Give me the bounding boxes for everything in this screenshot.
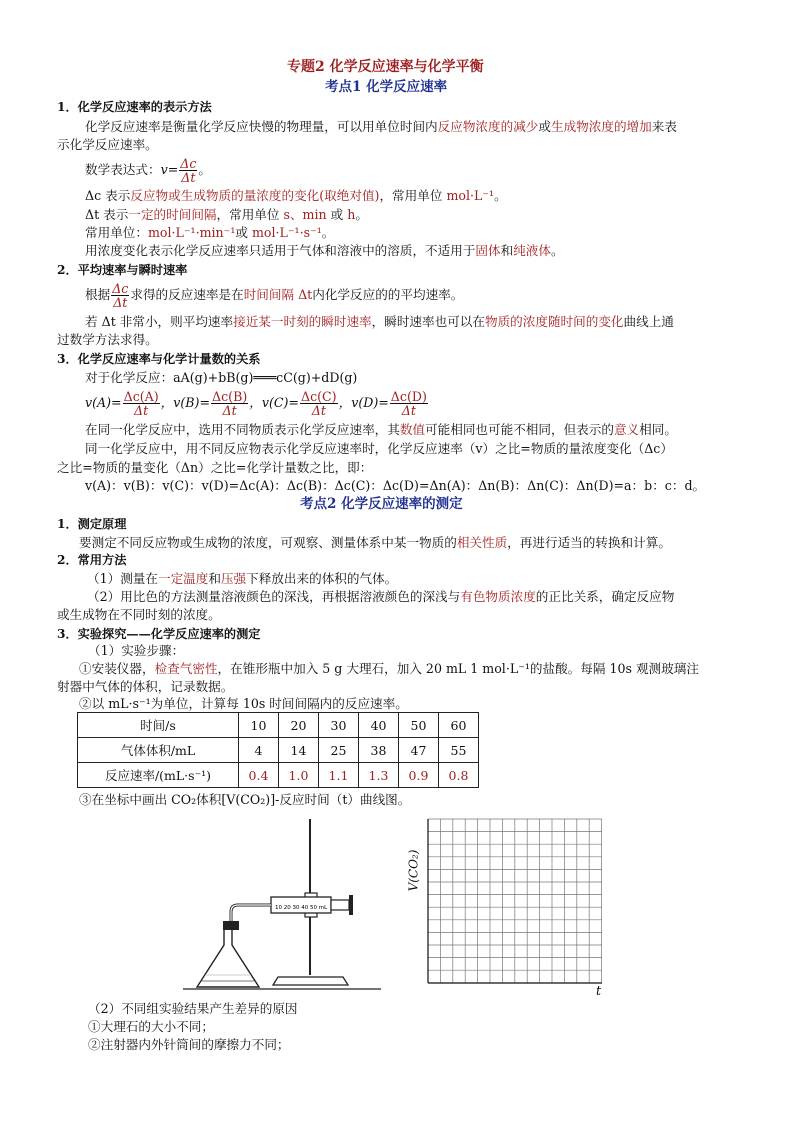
diff-item-2: ②注射器内外针筒间的摩擦力不同；	[88, 1037, 290, 1052]
graph-y-label: V(CO₂)	[406, 849, 421, 892]
table-cell: 40	[359, 713, 399, 738]
paragraph-same-reaction: 在同一化学反应中，选用不同物质表示化学反应速率，其数值可能相同也可能不相同，但表示的意义相同。	[85, 422, 677, 437]
table-cell: 38	[359, 738, 399, 763]
reaction-equation: 对于化学反应：aA(g)+bB(g)═══cC(g)+dD(g)	[85, 370, 358, 385]
heading-methods: 2．常用方法	[57, 553, 127, 567]
heading-average-instant: 2．平均速率与瞬时速率	[57, 263, 188, 277]
step-2: ②以 mL·s⁻¹为单位，计算每 10s 时间间隔内的反应速率。	[79, 696, 408, 711]
document-title: 专题2 化学反应速率与化学平衡	[287, 59, 484, 75]
method-1: （1）测量在一定温度和压强下释放出来的体积的气体。	[87, 571, 398, 586]
table-cell: 47	[399, 738, 439, 763]
line-common-units: 常用单位：mol·L⁻¹·min⁻¹或 mol·L⁻¹·s⁻¹。	[85, 225, 335, 240]
step-3: ③在坐标中画出 CO₂体积[V(CO₂)]-反应时间（t）曲线图。	[79, 792, 411, 807]
table-cell: 1.1	[319, 763, 359, 788]
step-1-cont: 射器中气体的体积，记录数据。	[57, 679, 234, 694]
table-row	[78, 713, 479, 738]
apparatus-diagram	[183, 815, 383, 997]
table-cell: 1.0	[279, 763, 319, 788]
graph-grid	[428, 819, 602, 983]
syringe-scale-label: 10 20 30 40 50 mL	[275, 905, 328, 911]
ratio-equation: v(A)：v(B)：v(C)：v(D)=Δc(A)：Δc(B)：Δc(C)：Δc(D)=Δn(A)：Δn(B)：Δn(C)：Δn(D)=a：b：c：d。	[85, 478, 706, 493]
method-2: （2）用比色的方法测量溶液颜色的深浅，再根据溶液颜色的深浅与有色物质浓度的正比关系，确定反应物	[87, 589, 675, 604]
math-expression: 数学表达式：v= $\frac{\Delta c}{\Delta t}$ 。	[85, 156, 211, 185]
table-cell: 10	[239, 713, 279, 738]
table-cell: 14	[279, 738, 319, 763]
section-title-kaodian2: 考点2 化学反应速率的测定	[300, 496, 463, 512]
rubber-stopper	[223, 921, 239, 930]
diff-item-1: ①大理石的大小不同；	[88, 1019, 214, 1034]
step-1: ①安装仪器，检查气密性，在锥形瓶中加入 5 g 大理石，加入 20 mL 1 mol·L⁻¹的盐酸。每隔 10s 观测玻璃注	[79, 661, 699, 676]
syringe-handle	[349, 895, 353, 915]
table-cell: 30	[319, 713, 359, 738]
table-row	[78, 763, 479, 788]
conical-flask	[197, 930, 259, 987]
table-row	[78, 738, 479, 763]
paragraph-average-rate: 根据 $\frac{\Delta c}{\Delta t}$ 求得的反应速率是在时间间隔 Δt内化学反应的的平均速率。	[85, 281, 464, 310]
table-cell: 55	[439, 738, 479, 763]
data-table	[77, 712, 479, 788]
table-row-label: 气体体积/mL	[78, 738, 239, 763]
paragraph-ratio-2: 之比=物质的量变化（Δn）之比=化学计量数之比，即：	[57, 460, 373, 475]
rate-expressions: v(A)= $\frac{\Delta c(A)}{\Delta t}$ ，v(B)= $\frac{\Delta c(B)}{\Delta t}$ ，v(C)= $\frac{\Delta c(C)}{\Delta t}$ ，v(D)= $\frac{\Delta c(D)}{\Delta t}$	[85, 389, 427, 418]
fraction-dc-dt: $\frac{\Delta c}{\Delta t}$	[180, 156, 197, 185]
heading-principle: 1．测定原理	[57, 517, 127, 531]
paragraph-instant-rate-cont: 过数学方法求得。	[57, 332, 158, 347]
syringe-plunger	[331, 900, 349, 910]
paragraph-instant-rate: 若 Δt 非常小，则平均速率接近某一时刻的瞬时速率，瞬时速率也可以在物质的浓度随时间的变化曲线上通	[85, 314, 674, 329]
volume-time-graph	[408, 815, 608, 999]
table-cell: 50	[399, 713, 439, 738]
heading-stoichiometry: 3．化学反应速率与化学计量数的关系	[57, 352, 261, 366]
table-cell: 25	[319, 738, 359, 763]
table-row-label: 反应速率/(mL·s⁻¹)	[78, 763, 239, 788]
line-delta-c: Δc 表示反应物或生成物质的量浓度的变化(取绝对值)，常用单位 mol·L⁻¹。	[85, 188, 507, 203]
method-2-cont: 或生成物在不同时刻的浓度。	[57, 607, 221, 622]
paragraph-ratio-1: 同一化学反应中，用不同反应物表示化学反应速率时，化学反应速率（v）之比=物质的量浓度变化（Δc）	[85, 441, 673, 456]
table-cell: 60	[439, 713, 479, 738]
heading-experiment: 3．实验探究——化学反应速率的测定	[57, 627, 261, 641]
table-cell: 4	[239, 738, 279, 763]
table-cell: 0.9	[399, 763, 439, 788]
table-cell: 1.3	[359, 763, 399, 788]
section-title-kaodian1: 考点1 化学反应速率	[325, 79, 448, 95]
stand-base	[273, 977, 348, 985]
graph-x-label: t	[596, 983, 602, 998]
table-cell: 20	[279, 713, 319, 738]
paragraph-rate-definition: 化学反应速率是衡量化学反应快慢的物理量，可以用单位时间内反应物浓度的减少或生成物浓度的增加来表	[85, 119, 677, 134]
experiment-steps-label: （1）实验步骤：	[88, 643, 185, 658]
heading-rate-expression: 1．化学反应速率的表示方法	[57, 100, 212, 114]
table-row-label: 时间/s	[78, 713, 239, 738]
paragraph-rate-definition-cont: 示化学反应速率。	[57, 137, 158, 152]
connecting-tube	[231, 905, 271, 921]
line-delta-t: Δt 表示一定的时间间隔，常用单位 s、min 或 h。	[85, 207, 368, 222]
line-applicability: 用浓度变化表示化学反应速率只适用于气体和溶液中的溶质，不适用于固体和纯液体。	[85, 243, 564, 258]
diff-heading: （2）不同组实验结果产生差异的原因	[88, 1001, 298, 1016]
paragraph-principle: 要测定不同反应物或生成物的浓度，可观察、测量体系中某一物质的相关性质，再进行适当的转换和计算。	[79, 535, 671, 550]
table-cell: 0.8	[439, 763, 479, 788]
table-cell: 0.4	[239, 763, 279, 788]
